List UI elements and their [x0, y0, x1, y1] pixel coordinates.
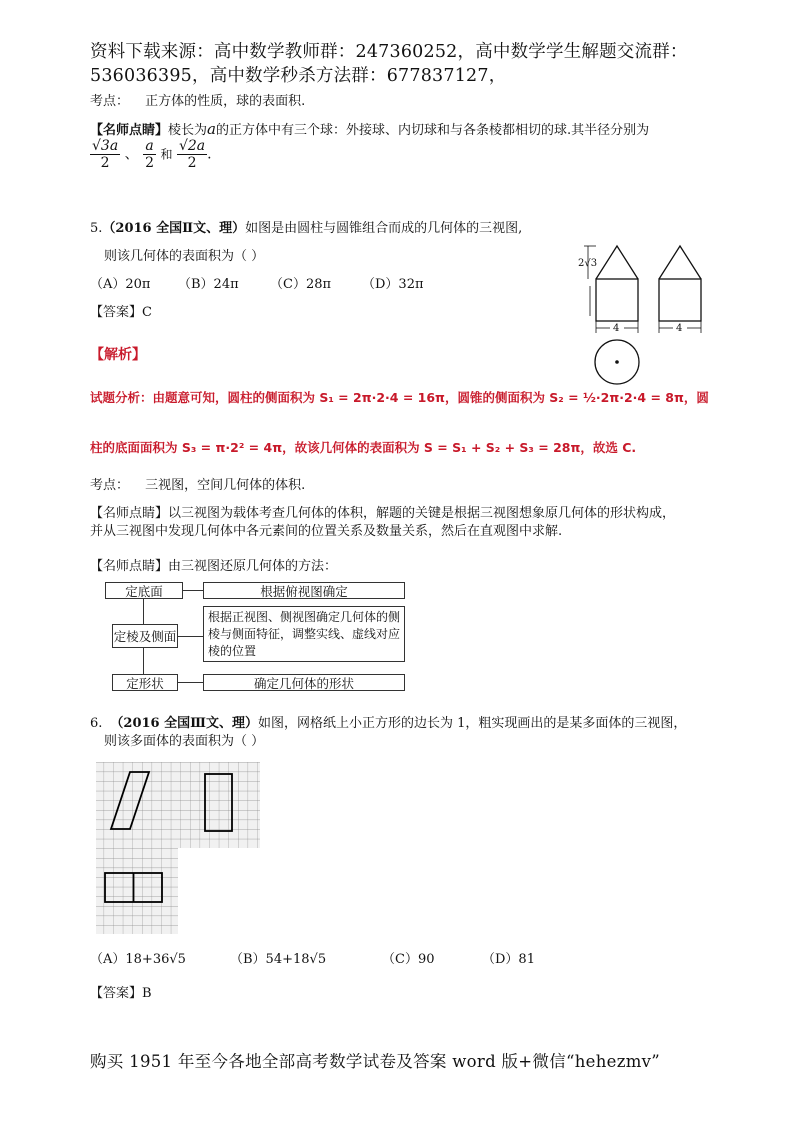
- page-header: [90, 40, 730, 88]
- q5-analysis-line-1: 试题分析：由题意可知，圆柱的侧面积为 S₁ = 2π·2·4 = 16π，圆锥的侧面积为 S₂ = ½·2π·2·4 = 8π，圆: [90, 390, 709, 405]
- q6-stem-1: [90, 715, 686, 733]
- q6-grid-figure: [94, 762, 264, 934]
- q5-kaodian: [90, 477, 305, 495]
- q6-stem-text-1: 如图，网格纸上小正方形的边长为 1，粗实现画出的是某多面体的三视图，: [257, 716, 687, 731]
- page-footer: 购买 1951 年至今各地全部高考数学试卷及答案 word 版+微信“hehezmv”: [90, 1052, 661, 1071]
- dianjing-label: 【名师点睛】: [90, 123, 169, 138]
- q6-number: 6.: [90, 716, 103, 731]
- q6-options: [90, 951, 610, 969]
- dim-width-label-2: 4: [676, 323, 683, 334]
- fraction-1-den: 2: [100, 155, 110, 171]
- flow-arrow-1: [143, 599, 144, 624]
- q5-stem-2: 则该几何体的表面积为（ ）: [104, 249, 265, 264]
- q5-number: 5.: [90, 221, 103, 236]
- front-view-cone: [596, 246, 638, 279]
- dianjing-var: a: [207, 120, 216, 138]
- q5-option-b: （B）24π: [178, 277, 239, 292]
- flow-connector-1: [183, 590, 203, 591]
- fraction-3-den: 2: [187, 155, 197, 171]
- fraction-1: [90, 138, 120, 171]
- dianjing-text-a: 棱长为: [168, 123, 208, 138]
- fraction-1-num: √3a: [92, 138, 119, 154]
- q4-dianjing: [90, 120, 649, 140]
- kaodian-text: 正方体的性质，球的表面积.: [145, 94, 306, 109]
- q5-analysis-line-2: 柱的底面面积为 S₃ = π·2² = 4π，故该几何体的表面积为 S = S₁ + S₂ + S₃ = 28π，故选 C.: [90, 440, 637, 455]
- q4-kaodian: [90, 93, 305, 111]
- flow-arrow-2: [143, 648, 144, 674]
- q5-answer: 【答案】C: [90, 305, 152, 320]
- sep-1: 、: [124, 146, 139, 163]
- fraction-2: [143, 138, 156, 171]
- fraction-2-den: 2: [145, 155, 155, 171]
- flow-desc-1: 根据俯视图确定: [203, 582, 405, 599]
- q6-option-d: （D）81: [482, 952, 535, 967]
- dianjing-text-b: 的正方体中有三个球：外接球、内切球和与各条棱都相切的球.其半径分别为: [215, 123, 650, 138]
- q5-method-title: 【名师点睛】由三视图还原几何体的方法：: [90, 559, 338, 574]
- side-view-cylinder: [659, 279, 701, 321]
- dim-width-label: 4: [613, 323, 620, 334]
- flow-desc-2: 根据正视图、侧视图确定几何体的侧棱与侧面特征，调整实线、虚线对应棱的位置: [203, 606, 405, 662]
- q5-stem-1: [90, 220, 522, 238]
- q5-kaodian-text: 三视图，空间几何体的体积.: [145, 478, 306, 493]
- q5-option-d: （D）32π: [362, 277, 424, 292]
- end-dot: .: [207, 146, 212, 163]
- q5-jiexi-badge: 【解析】: [90, 347, 146, 363]
- top-view-center: [615, 360, 619, 364]
- q5-option-a: （A）20π: [90, 277, 151, 292]
- q6-option-c: （C）90: [382, 952, 435, 967]
- front-view-cylinder: [596, 279, 638, 321]
- q6-option-a: （A）18+36√5: [90, 952, 186, 967]
- flow-connector-3: [178, 682, 203, 683]
- q5-stem-text-1: 如图是由圆柱与圆锥组合而成的几何体的三视图,: [245, 221, 523, 236]
- q5-source: （2016 全国Ⅱ文、理）: [102, 221, 246, 236]
- q5-dianjing-1: 【名师点睛】以三视图为载体考查几何体的体积，解题的关键是根据三视图想象原几何体的形状构成，: [90, 506, 676, 521]
- flow-connector-2: [178, 636, 203, 637]
- q6-stem-2: 则该多面体的表面积为（ ）: [104, 734, 265, 749]
- q6-source: （2016 全国Ⅲ文、理）: [110, 716, 258, 731]
- kaodian-label: 考点：: [90, 94, 130, 109]
- fraction-3: [177, 138, 207, 171]
- header-line-2: 536036395，高中数学秒杀方法群：677837127，: [90, 66, 507, 86]
- q5-three-views-figure: [570, 236, 720, 396]
- flow-step-3: 定形状: [112, 674, 178, 691]
- q6-answer: 【答案】B: [90, 986, 152, 1001]
- sep-2: 和: [160, 147, 173, 162]
- fraction-3-num: √2a: [178, 138, 206, 154]
- fraction-2-num: a: [143, 138, 156, 155]
- q6-option-b: （B）54+18√5: [230, 952, 327, 967]
- flow-step-1: 定底面: [105, 582, 183, 599]
- q4-radii: [90, 138, 212, 171]
- flow-step-2: 定棱及侧面: [112, 624, 178, 648]
- q5-options: [90, 276, 490, 294]
- header-line-1: 资料下载来源：高中数学教师群：247360252，高中数学学生解题交流群：: [90, 42, 688, 62]
- q5-kaodian-label: 考点：: [90, 478, 130, 493]
- q5-dianjing-2: 并从三视图中发现几何体中各元素间的位置关系及数量关系，然后在直观图中求解.: [90, 524, 563, 539]
- dim-height-label: 2√3: [578, 258, 598, 269]
- q5-option-c: （C）28π: [270, 277, 332, 292]
- flow-desc-3: 确定几何体的形状: [203, 674, 405, 691]
